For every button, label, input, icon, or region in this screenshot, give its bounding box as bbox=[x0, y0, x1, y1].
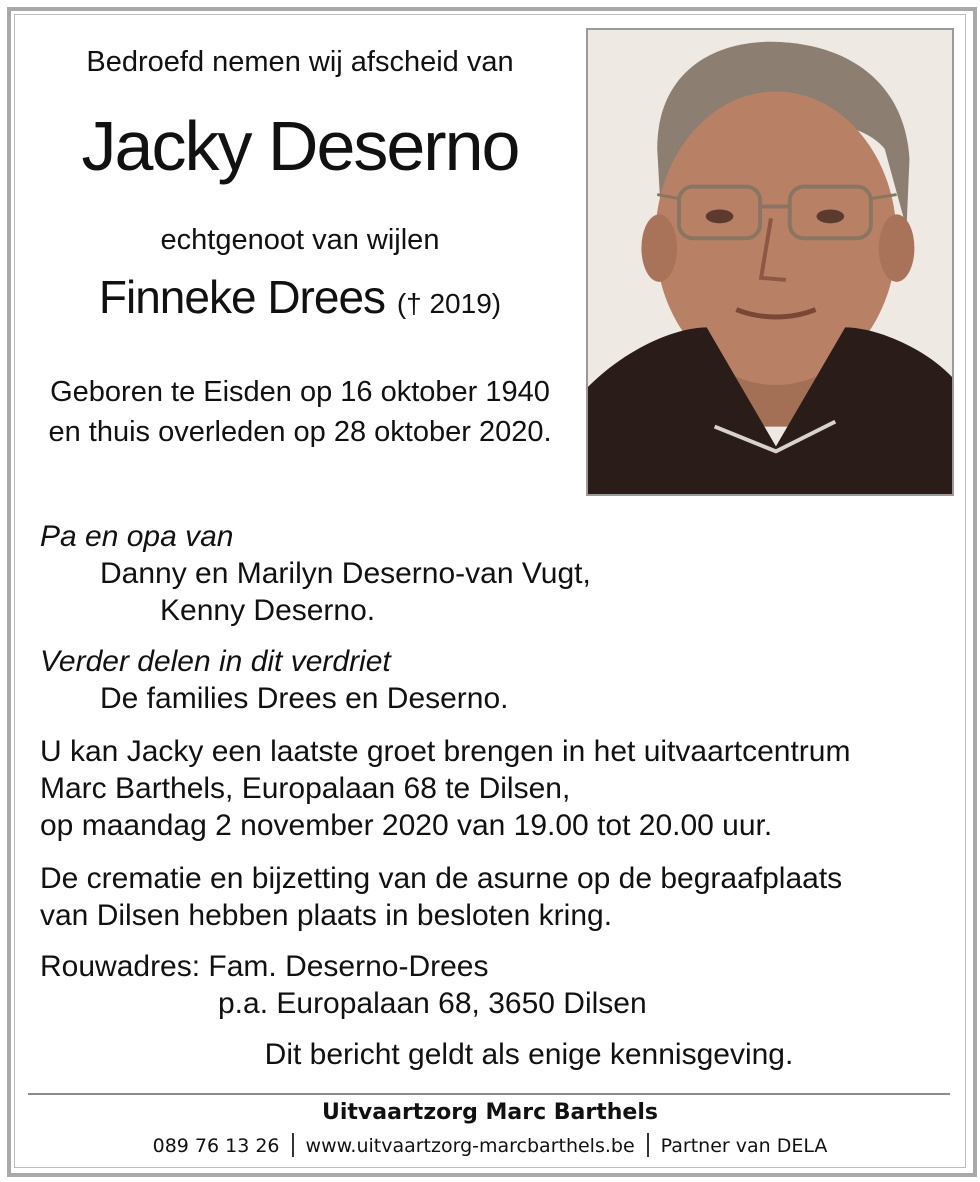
intro-text: Bedroefd nemen wij afscheid van bbox=[86, 46, 514, 78]
mourners-line-1: De families Drees en Deserno. bbox=[100, 682, 509, 715]
address-line-2: p.a. Europalaan 68, 3650 Dilsen bbox=[218, 987, 647, 1020]
children-line-2: Kenny Deserno. bbox=[160, 594, 376, 627]
footer-website[interactable]: www.uitvaartzorg-marcbarthels.be bbox=[305, 1135, 635, 1157]
portrait-image bbox=[588, 30, 952, 494]
footer-separator bbox=[292, 1133, 294, 1157]
spouse-line bbox=[40, 270, 560, 324]
spouse-name: Finneke Drees bbox=[98, 271, 386, 323]
spouse-label: echtgenoot van wijlen bbox=[160, 224, 440, 256]
visitation-line-2: Marc Barthels, Europalaan 68 te Dilsen, bbox=[40, 772, 571, 805]
born-line-1: Geboren te Eisden op 16 oktober 1940 bbox=[50, 376, 550, 408]
footer-contact bbox=[0, 1133, 980, 1157]
children-heading: Pa en opa van bbox=[40, 520, 234, 553]
footer-phone: 089 76 13 26 bbox=[152, 1135, 280, 1157]
birth-death-info bbox=[40, 372, 560, 452]
cremation-line-2: van Dilsen hebben plaats in besloten kring. bbox=[40, 899, 613, 932]
footer-divider bbox=[28, 1093, 950, 1095]
deceased-name: Jacky Deserno bbox=[81, 107, 519, 185]
cremation-line-1: De crematie en bijzetting van de asurne op de begraafplaats bbox=[40, 862, 843, 895]
mourners-section bbox=[40, 643, 938, 717]
visitation-section bbox=[40, 733, 938, 844]
visitation-line-3: op maandag 2 november 2020 van 19.00 tot 20.00 uur. bbox=[40, 809, 773, 842]
address-line-1: Rouwadres: Fam. Deserno-Drees bbox=[40, 950, 489, 983]
born-line-2: en thuis overleden op 28 oktober 2020. bbox=[48, 416, 552, 448]
footer-partner: Partner van DELA bbox=[660, 1135, 828, 1157]
portrait-photo bbox=[586, 28, 954, 496]
mourners-heading: Verder delen in dit verdriet bbox=[40, 645, 391, 678]
footer-separator bbox=[647, 1133, 649, 1157]
address-section bbox=[40, 948, 938, 1022]
cremation-section bbox=[40, 860, 938, 934]
funeral-company: Uitvaartzorg Marc Barthels bbox=[322, 1100, 658, 1125]
notice-text: Dit bericht geldt als enige kennisgeving. bbox=[264, 1038, 794, 1071]
spouse-death: († 2019) bbox=[396, 288, 502, 319]
children-section bbox=[40, 518, 938, 629]
children-line-1: Danny en Marilyn Deserno-van Vugt, bbox=[100, 557, 591, 590]
visitation-line-1: U kan Jacky een laatste groet brengen in het uitvaartcentrum bbox=[40, 735, 851, 768]
